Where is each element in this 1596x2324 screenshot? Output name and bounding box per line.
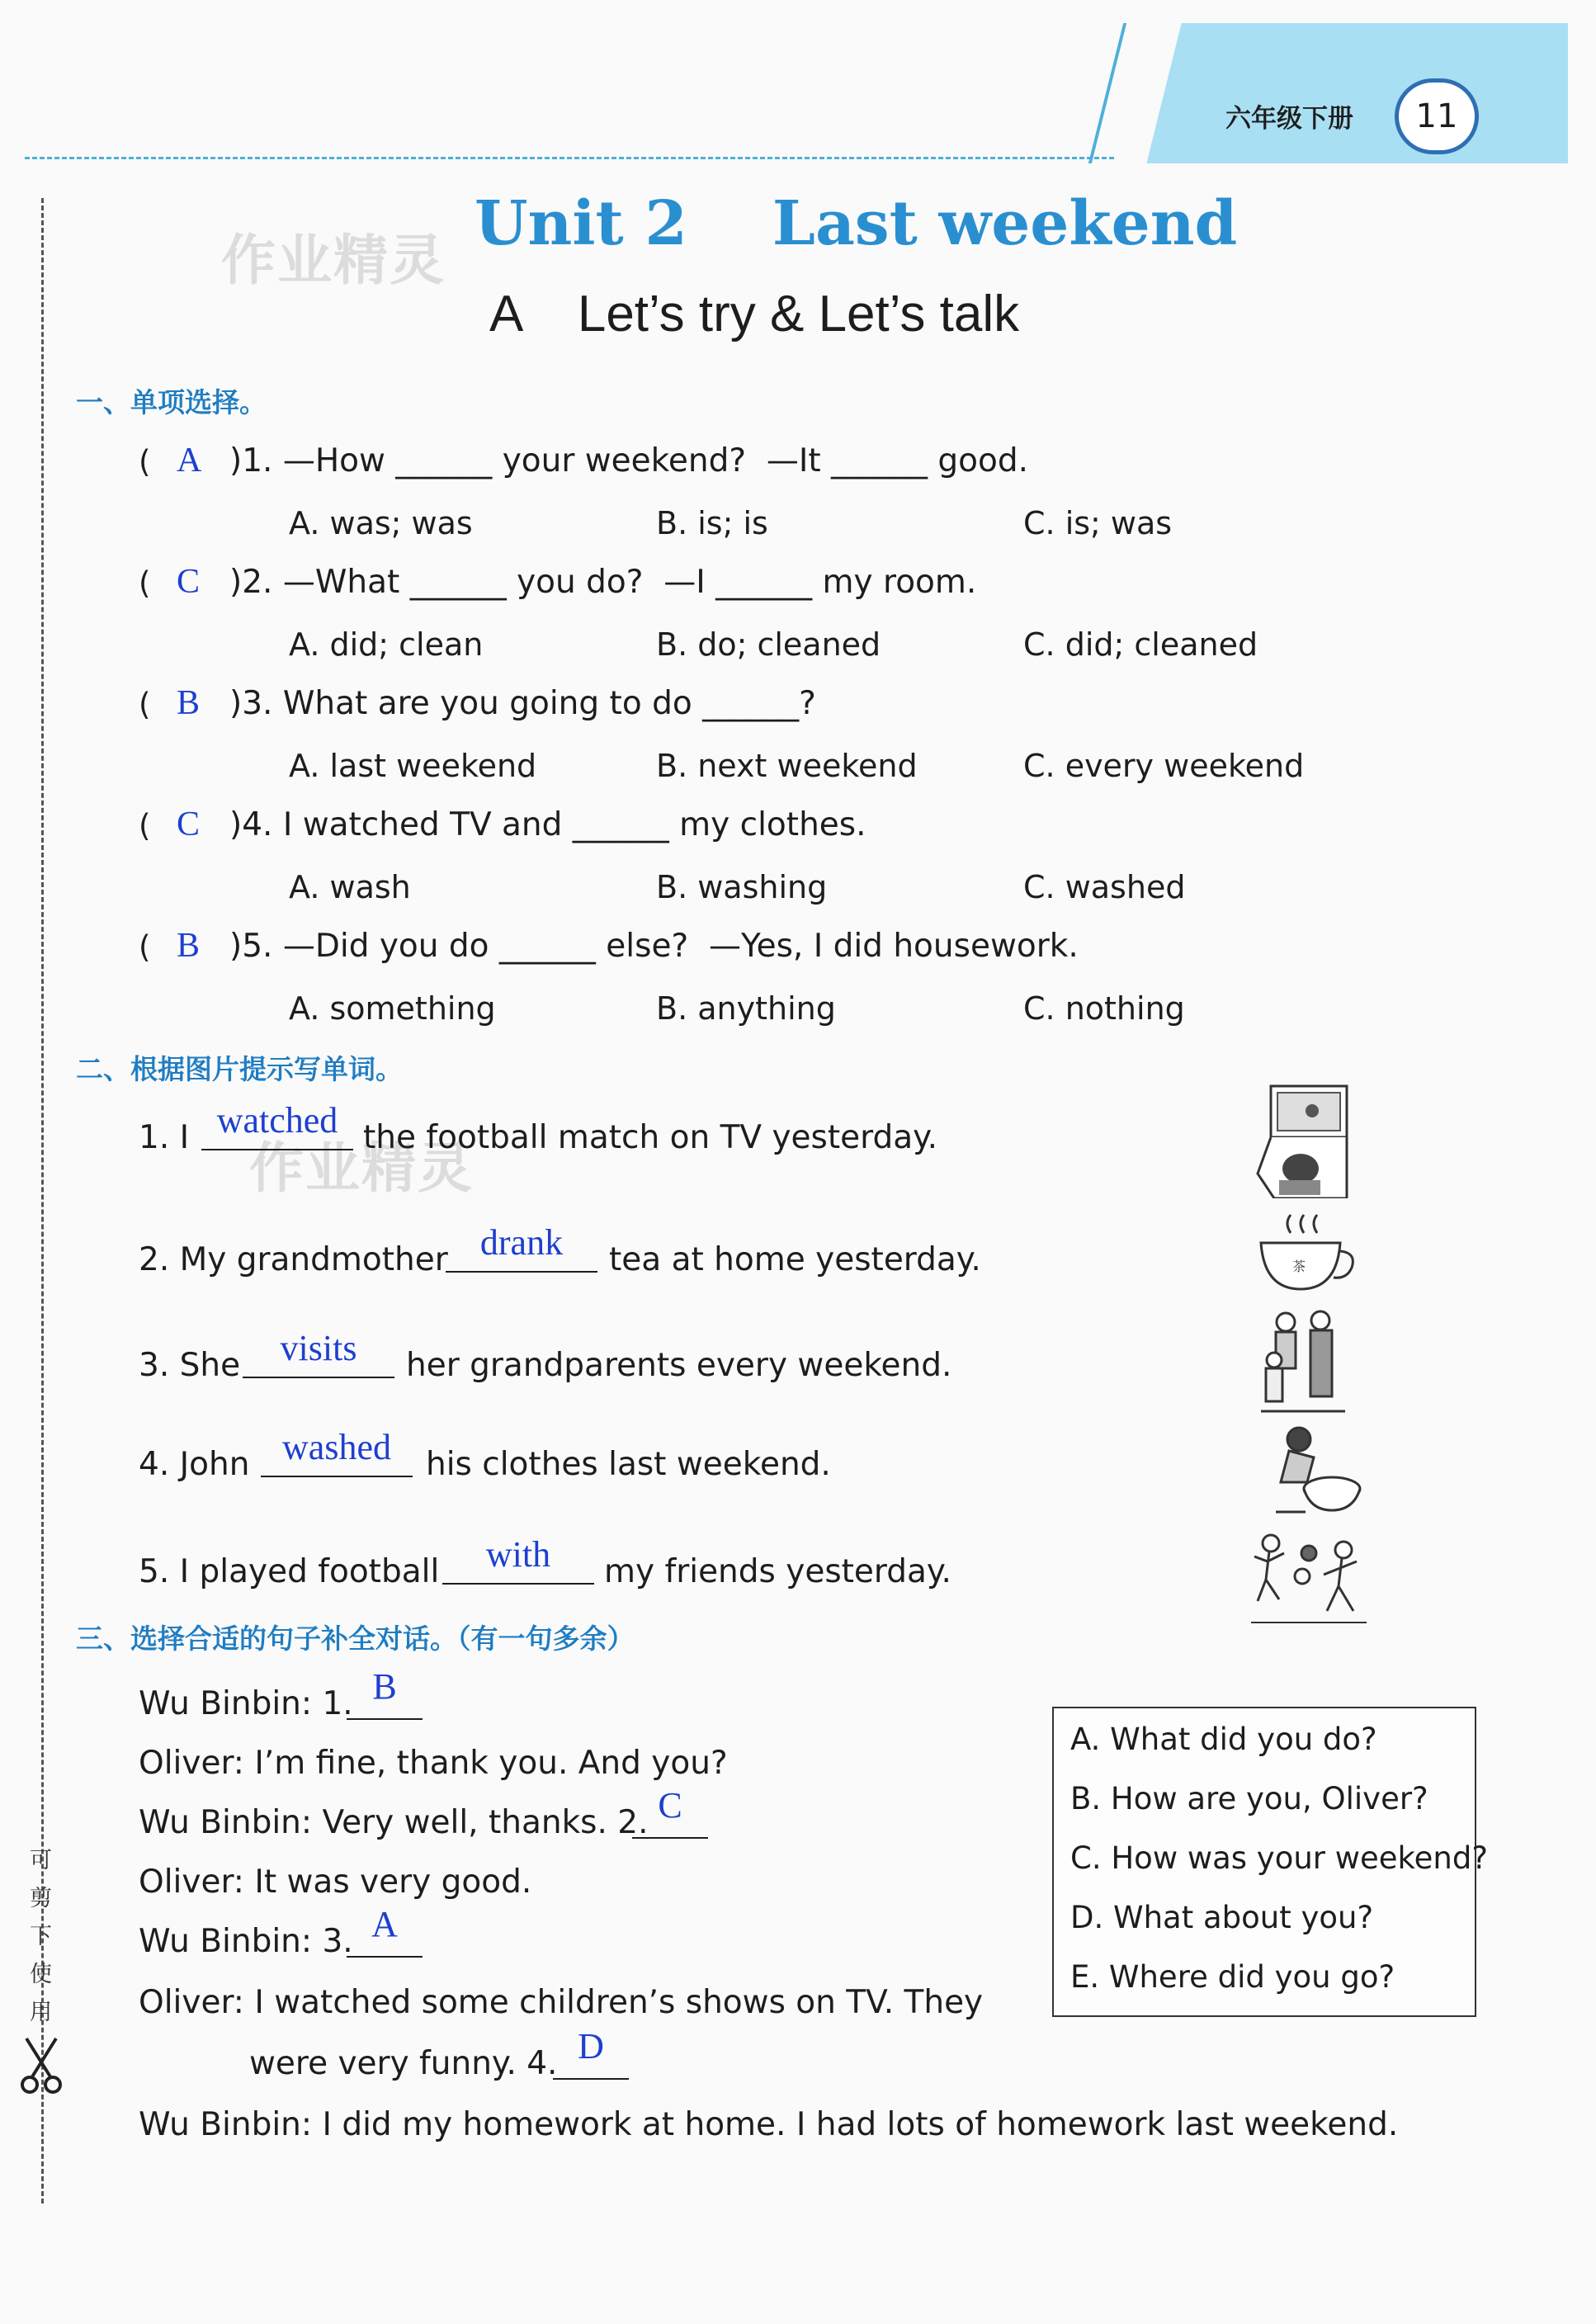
option: C. every weekend — [1023, 748, 1305, 784]
cut-label-char: 使 — [30, 1962, 52, 1987]
answer-letter: C — [177, 563, 201, 601]
dialogue-answer: C — [658, 1785, 682, 1826]
fill-sentence-end: his clothes last weekend. — [426, 1446, 831, 1483]
section-heading: 二、根据图片提示写单词。 — [76, 1053, 403, 1085]
dialogue-line: Oliver: I’m fine, thank you. And you? — [139, 1745, 728, 1782]
option: B. next weekend — [656, 748, 918, 784]
washing-clothes-icon — [1256, 1424, 1363, 1515]
option: A. did; clean — [289, 626, 484, 663]
fill-sentence-start: 3. She — [139, 1347, 241, 1384]
svg-text:茶: 茶 — [1292, 1259, 1306, 1274]
filled-word: drank — [479, 1222, 564, 1263]
cut-label-char: 剪 — [30, 1886, 52, 1911]
option: C. washed — [1023, 869, 1186, 905]
option: B. anything — [656, 990, 836, 1027]
tv-football-icon — [1254, 1083, 1353, 1198]
header-dashed-line — [25, 157, 1114, 159]
option: C. did; cleaned — [1023, 626, 1258, 663]
answer-paren: ( — [139, 565, 151, 601]
section-heading: 一、单项选择。 — [76, 386, 267, 418]
question-text: )2. —What ______ you do? —I ______ my room. — [229, 564, 977, 601]
box-option: A. What did you do? — [1070, 1722, 1377, 1757]
answer-underline — [243, 1377, 394, 1378]
answer-paren: ( — [139, 687, 151, 722]
answer-paren: ( — [139, 444, 151, 479]
kids-football-icon — [1251, 1528, 1367, 1627]
dialogue-answer: A — [371, 1904, 398, 1944]
answer-underline — [632, 1837, 708, 1839]
filled-word: visits — [280, 1328, 357, 1368]
fill-sentence-end: my friends yesterday. — [604, 1553, 951, 1590]
answer-letter: C — [177, 805, 201, 843]
answer-paren: ( — [139, 808, 151, 843]
section-heading: 三、选择合适的句子补全对话。（有一句多余） — [76, 1623, 635, 1655]
fill-sentence-start: 2. My grandmother — [139, 1241, 448, 1278]
option: C. is; was — [1023, 505, 1173, 541]
box-option: C. How was your weekend? — [1070, 1840, 1489, 1876]
option: B. do; cleaned — [656, 626, 881, 663]
answer-underline — [201, 1149, 353, 1150]
question-text: )3. What are you going to do ______? — [229, 685, 816, 722]
options-box — [1052, 1707, 1489, 2017]
dialogue-line: Wu Binbin: 1. — [139, 1685, 353, 1722]
answer-letter: A — [177, 442, 202, 479]
dialogue-line: Oliver: It was very good. — [139, 1863, 532, 1901]
box-option: D. What about you? — [1070, 1900, 1374, 1935]
option: B. is; is — [656, 505, 768, 541]
option: A. wash — [289, 869, 411, 905]
option: A. something — [289, 990, 496, 1027]
dialogue-line: Oliver: I watched some children’s shows on TV. They — [139, 1984, 984, 2021]
cut-label-char: 用 — [30, 2000, 52, 2025]
fill-sentence-start: 1. I — [139, 1119, 190, 1156]
question-text: )5. —Did you do ______ else? —Yes, I did housework. — [229, 928, 1079, 965]
watermark: 作业精灵 — [221, 229, 446, 292]
question-text: )1. —How ______ your weekend? —It ______ good. — [229, 442, 1029, 479]
cut-label-char: 可 — [30, 1848, 52, 1873]
box-option: E. Where did you go? — [1070, 1959, 1395, 1995]
grade-label: 六年级下册 — [1225, 104, 1353, 134]
answer-underline — [446, 1271, 597, 1273]
answer-underline — [347, 1956, 423, 1958]
filled-word: with — [485, 1534, 551, 1575]
lesson-title: A Let’s try & Let’s talk — [489, 286, 1020, 342]
answer-underline — [261, 1476, 413, 1477]
tea-cup-icon — [1254, 1210, 1358, 1301]
page-number: 11 — [1395, 78, 1479, 154]
answer-letter: B — [177, 927, 201, 965]
dialogue-answer: D — [578, 2026, 604, 2067]
cut-label-char: 下 — [30, 1924, 52, 1949]
family-visit-icon — [1253, 1309, 1352, 1416]
dialogue-line: Wu Binbin: Very well, thanks. 2. — [139, 1804, 649, 1841]
option: B. washing — [656, 869, 828, 905]
dialogue-line: Wu Binbin: 3. — [139, 1923, 353, 1960]
answer-underline — [442, 1583, 594, 1585]
fill-sentence-end: tea at home yesterday. — [609, 1241, 981, 1278]
answer-paren: ( — [139, 929, 151, 965]
answer-underline — [553, 2078, 629, 2080]
box-option: B. How are you, Oliver? — [1070, 1781, 1428, 1816]
fill-sentence-start: 5. I played football — [139, 1553, 440, 1590]
header-band — [1122, 23, 1568, 163]
fill-sentence-end: her grandparents every weekend. — [406, 1347, 952, 1384]
fill-sentence-end: the football match on TV yesterday. — [363, 1119, 938, 1156]
filled-word: watched — [216, 1100, 338, 1141]
watermark: 作业精灵 — [249, 1136, 474, 1200]
scissors-icon — [20, 2037, 63, 2096]
answer-underline — [347, 1718, 423, 1720]
dialogue-line: Wu Binbin: I did my homework at home. I had lots of homework last weekend. — [139, 2106, 1399, 2143]
unit-title: Unit 2 Last weekend — [475, 188, 1238, 259]
answer-letter: B — [177, 684, 201, 722]
option: A. was; was — [289, 505, 473, 541]
option: C. nothing — [1023, 990, 1185, 1027]
dialogue-line: were very funny. 4. — [249, 2045, 558, 2082]
question-text: )4. I watched TV and ______ my clothes. — [229, 806, 866, 843]
dialogue-answer: B — [372, 1666, 397, 1707]
fill-sentence-start: 4. John — [139, 1446, 250, 1483]
option: A. last weekend — [289, 748, 537, 784]
filled-word: washed — [282, 1427, 391, 1467]
